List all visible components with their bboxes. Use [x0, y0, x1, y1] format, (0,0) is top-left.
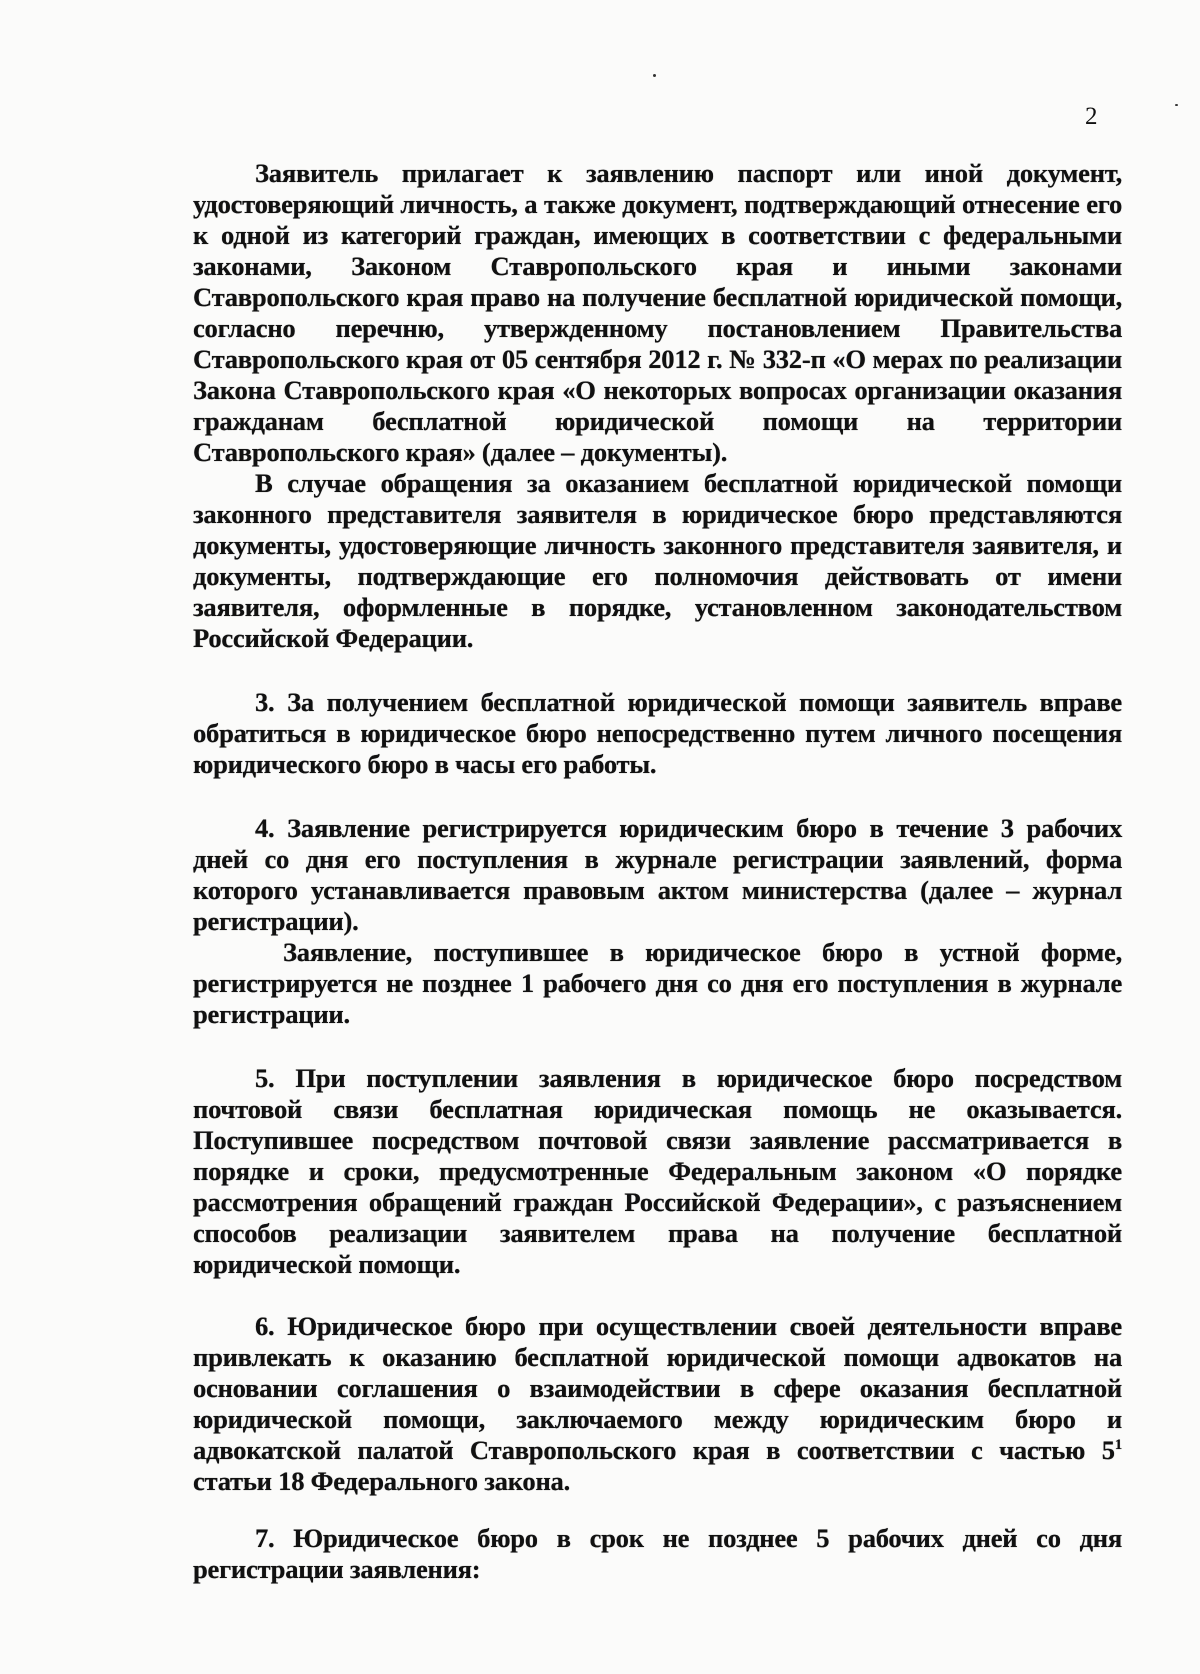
- paragraph-item-4: 4. Заявление регистрируется юридическим бюро в течение 3 рабочих дней со дня его поступления в журнале регистрации заявлений, форма которого устанавливается правовым актом министерства (далее – журнал регистрации).: [193, 813, 1122, 936]
- page-number: 2: [1085, 103, 1098, 130]
- paragraph-item-5: 5. При поступлении заявления в юридическое бюро посредством почтовой связи бесплатная юридическая помощь не оказывается. Поступившее посредством почтовой связи заявление рассматривается в порядке и сроки, предусмотренные Федеральным законом «О порядке рассмотрения обращений граждан Российской Федерации», с разъяснением способов реализации заявителем права на получение бесплатной юридической помощи.: [193, 1063, 1122, 1279]
- paragraph-item-6: [193, 1311, 1122, 1497]
- superscript-part-number: 1: [1114, 1437, 1122, 1454]
- paragraph-item-6-tail: статьи 18 Федерального закона.: [193, 1466, 570, 1496]
- scan-speck: [1175, 104, 1178, 106]
- paragraph-oral-application: Заявление, поступившее в юридическое бюро в устной форме, регистрируется не позднее 1 рабочего дня со дня его поступления в журнале регистрации.: [193, 937, 1122, 1029]
- paragraph-item-3: 3. За получением бесплатной юридической помощи заявитель вправе обратиться в юридическое бюро непосредственно путем личного посещения юридического бюро в часы его работы.: [193, 687, 1122, 779]
- scan-speck: [653, 74, 656, 77]
- paragraph-item-7: 7. Юридическое бюро в срок не позднее 5 рабочих дней со дня регистрации заявления:: [193, 1523, 1122, 1584]
- paragraph-item-6-text: 6. Юридическое бюро при осуществлении своей деятельности вправе привлекать к оказанию бесплатной юридической помощи адвокатов на основании соглашения о взаимодействии в сфере оказания бесплатной юридической помощи, заключаемого между юридическим бюро и адвокатской палатой Ставропольского края в соответствии с частью 5: [193, 1311, 1122, 1465]
- paragraph-applicant-documents: Заявитель прилагает к заявлению паспорт или иной документ, удостоверяющий личность, а также документ, подтверждающий отнесение его к одной из категорий граждан, имеющих в соответствии с федеральными законами, Законом Ставропольского края и иными законами Ставропольского края право на получение бесплатной юридической помощи, согласно перечню, утвержденному постановлением Правительства Ставропольского края от 05 сентября 2012 г. № 332-п «О мерах по реализации Закона Ставропольского края «О некоторых вопросах организации оказания гражданам бесплатной юридической помощи на территории Ставропольского края» (далее – документы).: [193, 158, 1122, 467]
- paragraph-legal-representative: В случае обращения за оказанием бесплатной юридической помощи законного представителя заявителя в юридическое бюро представляются документы, удостоверяющие личность законного представителя заявителя, и документы, подтверждающие его полномочия действовать от имени заявителя, оформленные в порядке, установленном законодательством Российской Федерации.: [193, 468, 1122, 653]
- document-body: [193, 158, 1122, 1585]
